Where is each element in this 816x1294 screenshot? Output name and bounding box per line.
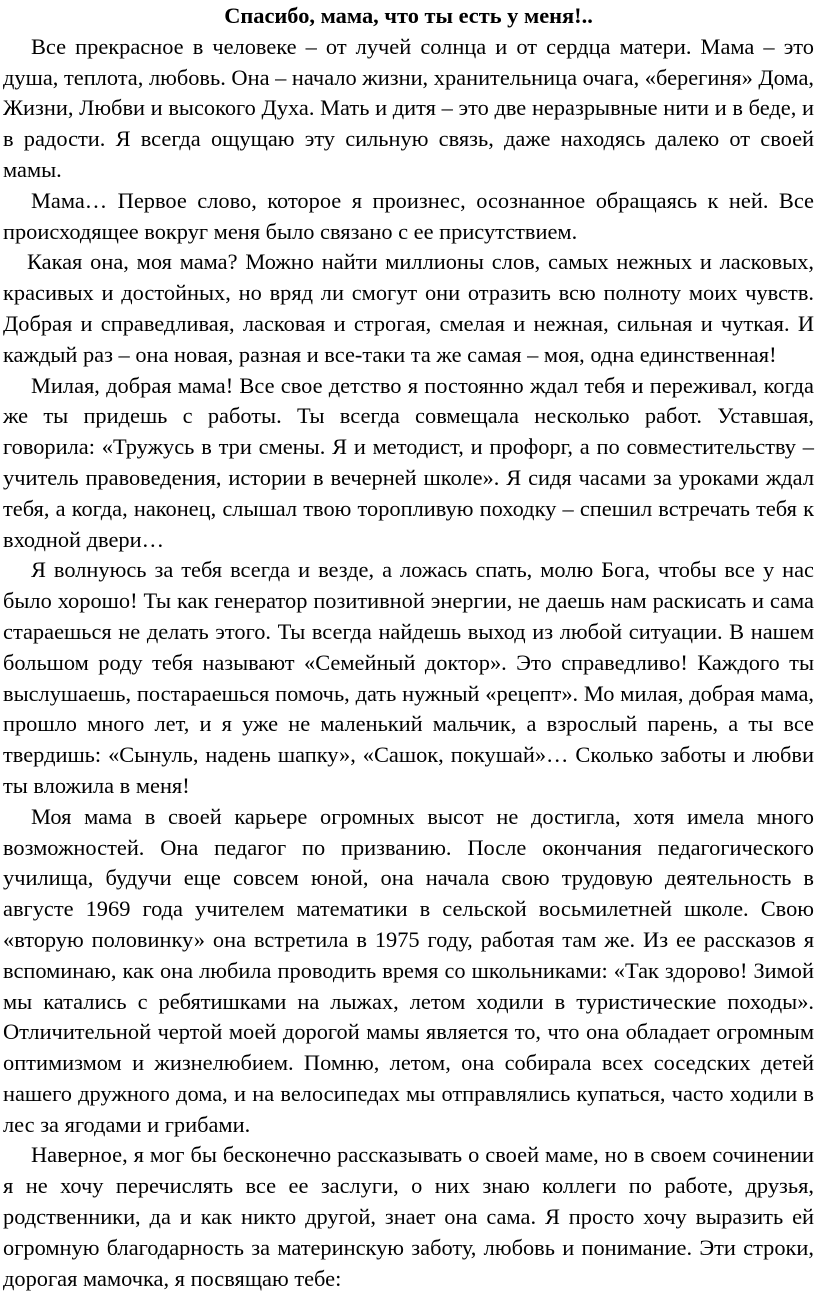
paragraph-6: Моя мама в своей карьере огромных высот не достигла, хотя имела много возможностей. Она педагог по призванию. После окончания педагогического училища, будучи еще совсем юной, она начала свою трудовую деятельность в августе 1969 года учителем математики в сельской восьмилетней школе. Свою «вторую половинку» она встретила в 1975 году, работая там же. Из ее рассказов я вспоминаю, как она любила проводить время со школьниками: «Так здорово! Зимой мы катались с ребятишками на лыжах, летом ходили в туристические походы». Отличительной чертой моей дорогой мамы является то, что она обладает огромным оптимизмом и жизнелюбием. Помню, летом, она собирала всех соседских детей нашего дружного дома, и на велосипедах мы отправлялись купаться, часто ходили в лес за ягодами и грибами. xyxy=(3,803,814,1137)
paragraph-5: Я волнуюсь за тебя всегда и везде, а ложась спать, молю Бога, чтобы все у нас было хорошо! Ты как генератор позитивной энергии, не даешь нам раскисать и сама стараешься не делать этого. Ты всегда найдешь выход из любой ситуации. В нашем большом роду тебя называют «Семейный доктор». Это справедливо! Каждого ты выслушаешь, постараешься помочь, дать нужный «рецепт». Мо милая, добрая мама, прошло много лет, и я уже не маленький мальчик, а взрослый парень, а ты все твердишь: «Сынуль, надень шапку», «Сашок, покушай»… Сколько заботы и любви ты вложила в меня! xyxy=(3,557,814,798)
paragraph-4: Милая, добрая мама! Все свое детство я постоянно ждал тебя и переживал, когда же ты придешь с работы. Ты всегда совмещала несколько работ. Уставшая, говорила: «Тружусь в три смены. Я и методист, и профорг, а по совместительству – учитель правоведения, истории в вечерней школе». Я сидя часами за уроками ждал тебя, а когда, наконец, слышал твою торопливую походку – спешил встречать тебя к входной двери… xyxy=(3,372,814,552)
paragraph-3: Какая она, моя мама? Можно найти миллионы слов, самых нежных и ласковых, красивых и достойных, но вряд ли смогут они отразить всю полноту моих чувств. Добрая и справедливая, ласковая и строгая, смелая и нежная, сильная и чуткая. И каждый раз – она новая, разная и все-таки та же самая – моя, одна единственная! xyxy=(3,249,814,367)
paragraph-7: Наверное, я мог бы бесконечно рассказывать о своей маме, но в своем сочинении я не хочу перечислять все ее заслуги, о них знаю коллеги по работе, друзья, родственники, да и как никто другой, знает она сама. Я просто хочу выразить ей огромную благодарность за материнскую заботу, любовь и понимание. Эти строки, дорогая мамочка, я посвящаю тебе: xyxy=(3,1142,814,1291)
document-title: Спасибо, мама, что ты есть у меня!.. xyxy=(224,3,593,28)
paragraph-2: Мама… Первое слово, которое я произнес, осознанное обращаясь к ней. Все происходящее вокруг меня было связано с ее присутствием. xyxy=(3,187,814,244)
paragraph-1: Все прекрасное в человеке – от лучей солнца и от сердца матери. Мама – это душа, теплота, любовь. Она – начало жизни, хранительница очага, «берегиня» Дома, Жизни, Любви и высокого Духа. Мать и дитя – это две неразрывные нити и в беде, и в радости. Я всегда ощущаю эту сильную связь, даже находясь далеко от своей мамы. xyxy=(3,33,814,182)
